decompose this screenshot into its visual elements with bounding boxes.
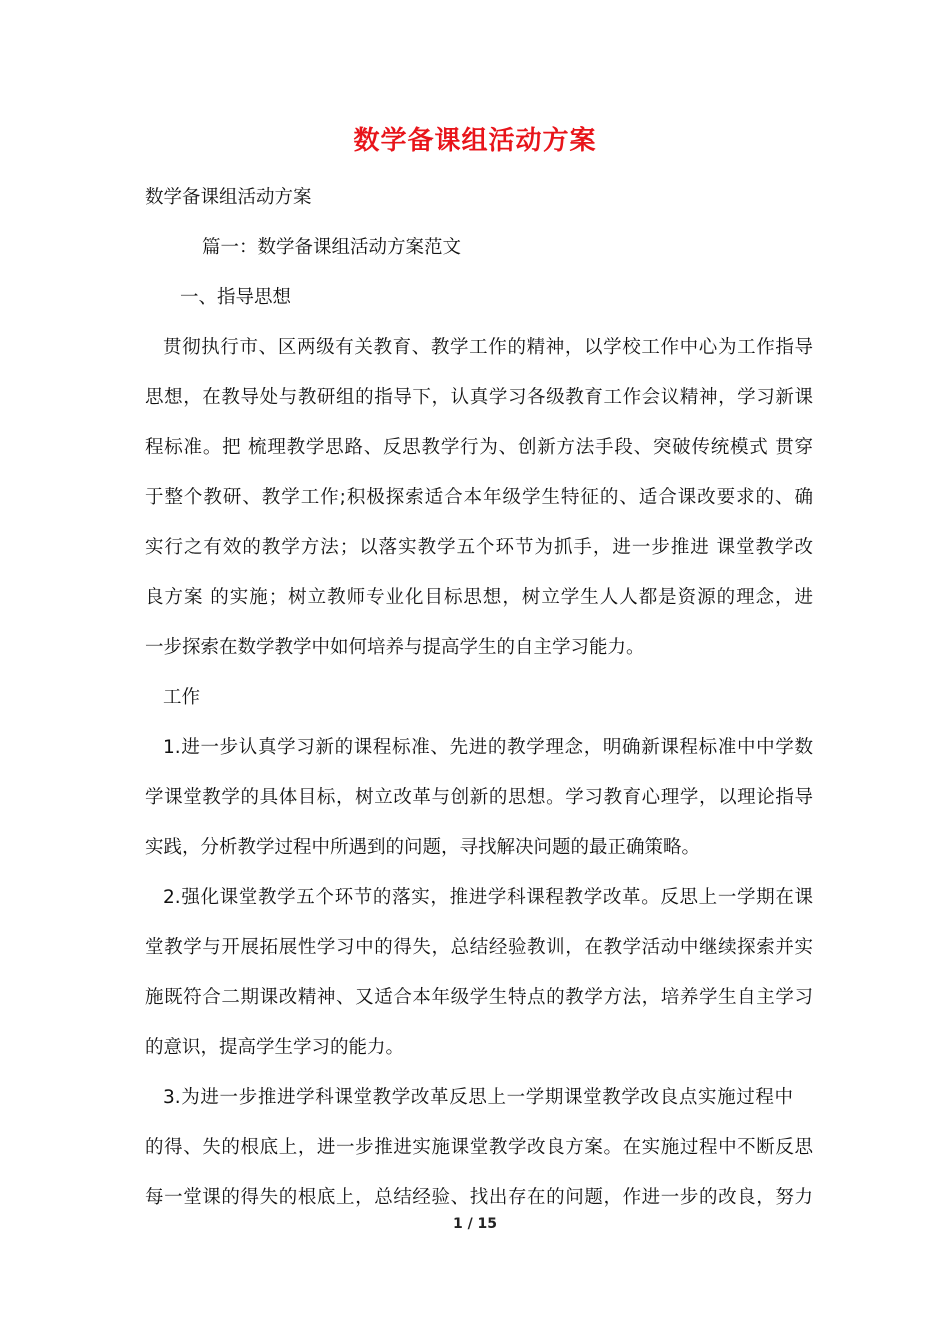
list-item-line: 堂教学与开展拓展性学习中的得失，总结经验教训，在教学活动中继续探索并实 [145, 937, 813, 958]
document-title: 数学备课组活动方案 [353, 126, 597, 156]
paragraph-line: 一步探索在数学教学中如何培养与提高学生的自主学习能力。 [145, 637, 645, 658]
paragraph-line: 贯彻执行市、区两级有关教育、教学工作的精神，以学校工作中心为工作指导 [163, 337, 813, 358]
page-indicator: 1 / 15 [452, 1216, 498, 1232]
paragraph-line: 程标准。把 梳理教学思路、反思教学行为、创新方法手段、突破传统模式 贯穿 [145, 437, 813, 458]
list-item-line: 实践，分析教学过程中所遇到的问题，寻找解决问题的最正确策略。 [145, 837, 701, 858]
list-item-line: 的意识，提高学生学习的能力。 [145, 1037, 405, 1058]
list-item-line: 学课堂教学的具体目标，树立改革与创新的思想。学习教育心理学，以理论指导 [145, 787, 813, 808]
paragraph-line: 思想，在教导处与教研组的指导下，认真学习各级教育工作会议精神，学习新课 [145, 387, 813, 408]
list-item-line: 1.进一步认真学习新的课程标准、先进的教学理念，明确新课程标准中中学数 [163, 737, 813, 758]
subheading-guiding-ideology: 一、指导思想 [180, 287, 292, 308]
list-item-line: 的得、失的根底上，进一步推进实施课堂教学改良方案。在实施过程中不断反思 [145, 1137, 813, 1158]
subheading-work: 工作 [163, 687, 201, 708]
list-item-line: 3.为进一步推进学科课堂教学改革反思上一学期课堂教学改良点实施过程中 [163, 1087, 793, 1108]
subtitle-line: 数学备课组活动方案 [145, 187, 312, 208]
paragraph-line: 于整个教研、教学工作;积极探索适合本年级学生特征的、适合课改要求的、确 [145, 487, 813, 508]
list-item-line: 2.强化课堂教学五个环节的落实，推进学科课程教学改革。反思上一学期在课 [163, 887, 813, 908]
paragraph-line: 良方案 的实施；树立教师专业化目标思想，树立学生人人都是资源的理念，进 [145, 587, 813, 608]
paragraph-line: 实行之有效的教学方法；以落实教学五个环节为抓手，进一步推进 课堂教学改 [145, 537, 813, 558]
list-item-line: 施既符合二期课改精神、又适合本年级学生特点的教学方法，培养学生自主学习 [145, 987, 813, 1008]
section-heading: 篇一：数学备课组活动方案范文 [202, 237, 462, 258]
list-item-line: 每一堂课的得失的根底上，总结经验、找出存在的问题，作进一步的改良，努力 [145, 1187, 813, 1208]
